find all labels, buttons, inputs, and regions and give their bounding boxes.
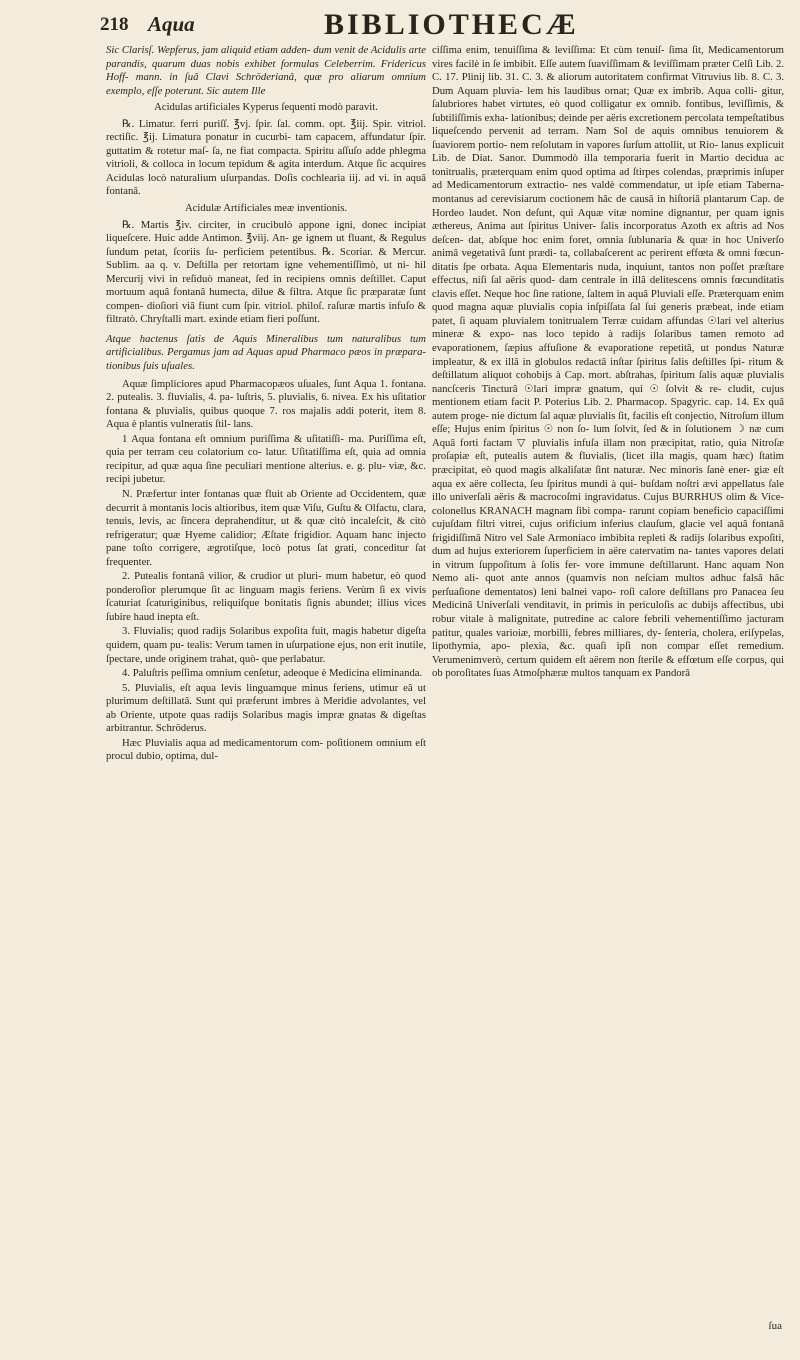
paragraph: 5. Pluvialis, eſt aqua levis linguamque minus feriens, utimur eâ ut plurimum deſtillatâ. Sunt qui præferunt imbres à Meridie advolantes, vel ab Oriente, utpote quas radijs Solaribus magis impræ gnatas & digeſtas arbitrantur. Schröderus. [106, 681, 426, 735]
paragraph: 4. Paluſtris peſſima omnium cenſetur, adeoque è Medicina eliminanda. [122, 667, 423, 680]
page-number: 218 [100, 14, 129, 35]
section-heading: Acidulas artificiales Kyperus ſequenti modò paravit. [154, 101, 378, 114]
recipe-paragraph: ℞. Martis ℥iv. circiter, in crucibulò appone igni, donec incipiat liqueſcere. Huic adde Antimon. ℥viij. An- ge ignem ut fluant, & Regulus ſundum petat, ſcoriis ſu- perficiem petentibus. ℞. Scoriar. & Mercur. Sublim. aa q. v. Deſtilla per retortam igne vehementiſſimò, ut ni- hil Mercurij vivi in reſiduò maneat, ſed in recipiens omnis deſtillet. Caput mortuum aquâ fontanâ humecta, dilue & filtra. Atque ſic præparatæ ſunt compen- dioſiori viâ fiunt cum ſpir. vitriol. philoſ. raſuræ martis infuſo & filtratò. Chryſtalli mart. exinde etiam fieri poſſunt. [106, 218, 426, 326]
recipe-paragraph: ℞. Limatur. ferri puriſſ. ℥vj. ſpir. ſal. comm. opt. ℥iij. Spir. vitriol. rectiſic. ℥ij. Limatura ponatur in cucurbi- tam capacem, affundatur ſpir. guttatim & rotetur maſ- ſa, ne fiat compacta. Spiritu aſſuſo adde phlegma vitrioli, & colloca in locum tepidum & agita interdum. Atque ſic acquires Acidulas locò naturalium uſurpandas. Doſis cochlearia iij. ad vi. in aquâ fontanâ. [106, 117, 426, 198]
paragraph: N. Præfertur inter fontanas quæ fluit ab Oriente ad Occidentem, quæ decurrit à montanis locis altioribus, item quæ Viſu, Guſtu & Olfactu, clara, tenuis, levis, ac ſincera deprahenditur, ut & quæ citò incaleſcit, & citò refrigeratur; quæ Hyeme calidior; Æſtate frigidior. Aquam hanc injecto pane toſto corrigere, ægrotiſque, locò potus ſat grati, conceditur ſat frequenter. [106, 487, 426, 568]
page-header [100, 8, 790, 48]
paragraph: 1 Aqua fontana eſt omnium puriſſima & uſitatiſſi- ma. Puriſſima eſt, quia per terram ceu colatorium co- latur. Uſitatiſſima eſt, quia ad omnia recipitur, ad quæ aqua ſine peculiari mentione alterius. e. g. plu- viæ, &c. recipi jubetur. [106, 432, 426, 486]
section-heading: Atque hactenus ſatis de Aquis Mineralibus tum naturalibus tum artificialibus. Pergamus jam ad Aquas apud Pharmaco pæos in præpara- tionibus ſuis uſuales. [106, 332, 426, 373]
paragraph: Sic Clarisſ. Wepferus, jam aliquid etiam adden- dum venit de Acidulis arte parandis, quarum duas nobis exhibet formulas Celeberrim. Fridericus Hoff- mann. in ſuâ Clavi Schröderianâ, quæ pro aliarum omnium exemplo, eſſe poterunt. Sic autem Ille [106, 44, 426, 97]
left-column [106, 44, 426, 765]
right-column [432, 44, 784, 682]
paragraph: Hæc Pluvialis aqua ad medicamentorum com- poſitionem omnium eſt procul dubio, optima, dul- [106, 736, 426, 763]
paragraph: 3. Fluvialis; quod radijs Solaribus expoſita fuit, magis habetur digeſta quidem, quam pu- tealis: Verum tamen in uſurpatione ejus, non erit inutile, ſpectare, unde originem trahat, quò- que perlabatur. [106, 625, 426, 665]
paragraph: 2. Putealis fontanâ vilior, & crudior ut pluri- mum habetur, eò quod ponderoſior plerumque ſit ac linguam magis feriens. Verùm ſi ex vivis ſcaturiat ſcaturiginibus, reliquiſque bonitatis ſignis abundet; illius vices ſubire haud inepta eſt. [106, 570, 426, 623]
running-head: Aqua [148, 12, 195, 36]
paragraph: ciſſima enim, tenuiſſima & leviſſima: Et cùm tenuiſ- ſima ſit, Medicamentorum vires facilè in ſe imbibit. Eſſe autem ſuaviſſimam & leviſſimam præter Celſi Lib. 2. C. 17. Plinij lib. 31. C. 3. & aliorum autoritatem confirmat Vitruvius lib. 8. C. 3. Dum Aquam pluvia- lem his laudibus ornat; Quæ ex imbrib. Aqua colli- gitur, ſalubriores habet virtutes, eò quod colligatur ex omnib. fontibus, leviſſimis, & ſubtiliſſimis exha- lationibus; deinde per aëris excretionem percolata tempeſtatibus liqueſcendo pervenit ad terram. Nam Sol de aquis omnibus tenuiorem & ſuaviorem portio- nem reſolutam in vapores ſurſum attollit, ut Rio- lanus explicuit Lib. de Diat. Sanor. Dummodò illa temporaria fuerit in Martio decidua ac tonitrualis, præterquam enim quod optima ad ſtirpes colendas, præprimis inſuper ad Medicamentorum extractio- nes valdè commendatur, ut ipſe etiam Taberna- montanus ad cerevisiarum coctionem hâc de causâ in hiſtoriâ plantarum Cap. de Hordeo laudet. Non deſunt, qui Aquæ vitæ nomine dignantur, per quam ignis æthereus, Anima aut ſpiritus Univer- ſalis incorporatus Azoth ex aſtris ad Nos deſcen- dat, abſque hoc enim foret, omnia ſublunaria & quæ in hoc Univerſo animâ vegetativâ ſunt prædi- ta, collabaſcerent ac perirent effœta & omni fœcun- ditatis ſpe orbata. Aqua Elementaris nuda, inquiunt, tantos non poſſet præſtare effectus, niſi ſal aëris quod- dam centrale in illâ delitescens omnis fœcunditatis clavis eſſet. Neque hoc ſine ratione, ſaltem in aquâ Pluviali eſſe. Præterquam enim quod magna aquæ pluvialis copia inſpiſſata ſal ſui generis præbeat, inde etiam patet, ſi aquam pluvialem tonitrualem Terræ cuidam affundas ☉lari vel alterius mineræ & expo- nas loco tepido à radijs ſolaribus tamen remoto ad evaporationem, ſæpius affuſione & evaporatione repetitâ, ut pondus Naturæ impleatur, & ex illâ in globulos redactâ inſtar ſpiritus ſalis deſtilles ſpi- ritum & deſtillatum aliquot cohobijs à Cap. mort. abſtrahas, ſpiritum ſalis aquæ pluvialis nancſceris Tincturâ ☉lari impræ gnatum, qui ☉ ſolvit & re- cludit, cujus mentionem etiam facit P. Poterius Lib. 2. Pharmacop. Spagyric. cap. 14. Ex quâ autem proge- nie dictum ſal aquæ pluvialis ſit, facilis eſt conjectio, Nitroſum illum eſſe; Hujus enim ſpiritus ☉ non ſo- lum ſolvit, ſed & in ſolutionem ☽ næ cum Aquâ forti factam ▽ pluvialis infuſa illam non præcipitat, ratio, quia Nitroſæ proſapiæ eſt, putealis autem & fluvialis, (licet illa magis, quam hæc) ſtatim præcipitat, eò quod magis alkaliſatæ ſint naturæ. Nec minoris ſanè ener- giæ eſt aqua ex aëre collecta, ſeu ſpiritus mundi à qui- buſdam noſtri ævi appellatus ſale illo univerſali aëris & macrocoſmi ingravidatus. Cujus BURRHUS olim & Vice-colonellus KRANACH magnam ſibi compa- rarunt copiam beneficio capaciſſimi cujuſdam filtri vitrei, cujus orificium inferius clauſum, glacie vel aquâ fontanâ frigidiſſimâ Nitro vel Sale Armoniaco imbibita repleti & radijs ſolaribus expoſiti, dum ad hujus exteriorem ſuperficiem in aëre catervatim na- tantes vapores delati in vitrum ſuppoſitum à ſolis fer- vore immune deſtillarunt. Hanc aquam Non Nemo ali- quot ante annos (quamvis non neſciam multos adhuc falsâ hâc perſuaſione dementatos) leni balnei vapo- roſi calore deſtillans pro Panacea ſeu Medicinâ Univerſali venditavit, in primis in periculoſis ac dubijs affectibus, ubi robur vitale à malignitate, putredine ac calore febrili vehementiſſimo jacturam patitur, quales varioiæ, morbilli, febres milliares, dy- ſenteria, cholera, eriſypelas, lipothymia, apo- plexia, &c. quaſi ipſi non compar eſſet remedium. Verumenimverò, certum quidem eſt aërem non ſterile & effœtum eſſe corpus, qui ob poroſitates ſuas Atmoſphæræ multos tanquam ex Pandorâ [432, 44, 785, 680]
page-title: BIBLIOTHECÆ [324, 8, 579, 41]
paragraph: Aquæ ſimpliciores apud Pharmacopæos uſuales, ſunt Aqua 1. fontana. 2. putealis. 3. fluvialis, 4. pa- luſtris, 5. pluvialis, 6. nivea. Ex his uſitatior fontana & pluvialis, quibus quoque 7. ros majalis addi poterit, item 8. Aqua è plantis vulneratis ſtil- lans. [106, 377, 426, 431]
catchword: ſua [768, 1320, 782, 1332]
section-heading: Acidulæ Artificiales meæ inventionis. [184, 202, 348, 215]
